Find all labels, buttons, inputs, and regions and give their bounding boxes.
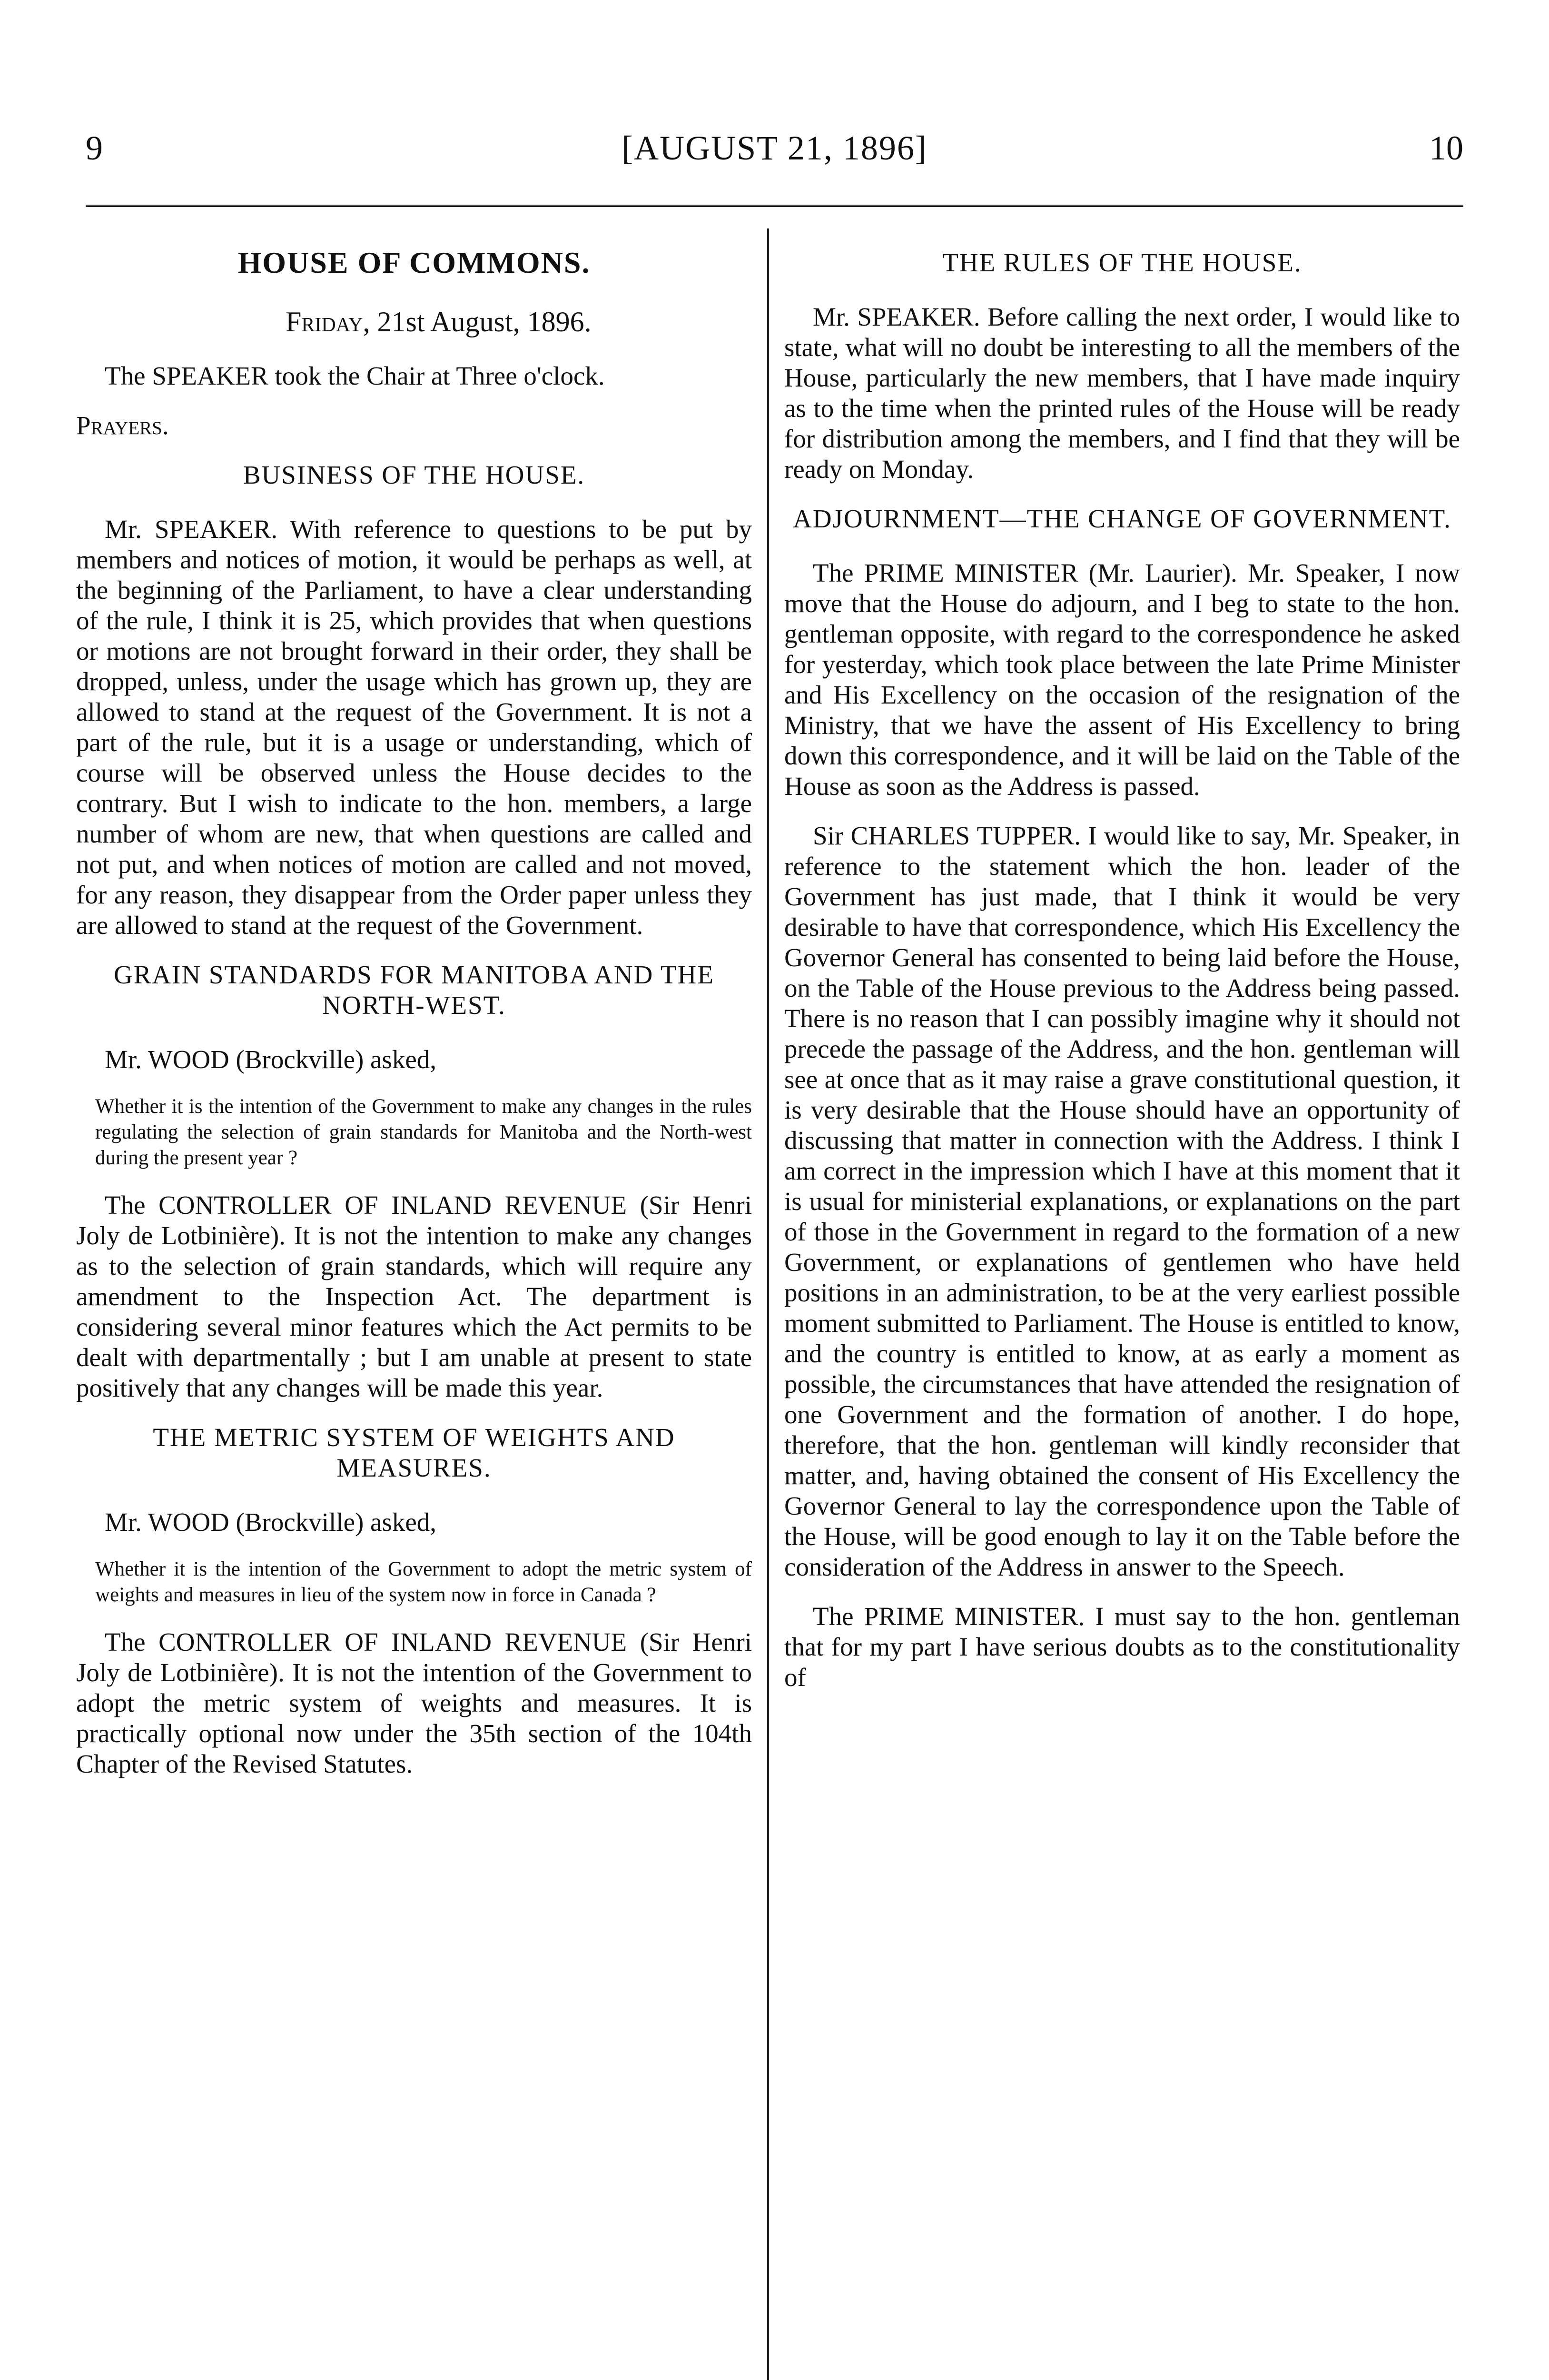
sitting-dateline [76, 307, 752, 337]
column-divider [767, 228, 769, 2380]
grain-heading: GRAIN STANDARDS FOR MANITOBA AND THE NORTH-WEST. [114, 960, 714, 1020]
prayers-label: Prayers. [76, 411, 169, 440]
business-paragraph: Mr. SPEAKER. With reference to questions to be put by members and notices of motion, it would be perhaps as well, at the beginning of the Parliament, to have a clear understanding of the rule, I think it is 25, which provides that when questions or motions are not brought forward in their order, they shall be dropped, unless, under the usage which has grown up, they are allowed to stand at the request of the Government. It is not a part of the rule, but it is a usage or understanding, which of course will be observed unless the House decides to the contrary. But I wish to indicate to the hon. members, a large number of whom are new, that when questions are called and not put, and when notices of motion are called and not moved, for any reason, they disappear from the Order paper unless they are allowed to stand at the request of the Government. [76, 515, 752, 940]
prime-minister-paragraph: The PRIME MINISTER. I must say to the hon. gentleman that for my part I have serious doubts as to the constitutionality of [784, 1602, 1460, 1692]
rules-heading: THE RULES OF THE HOUSE. [942, 248, 1302, 277]
page-number-left: 9 [86, 129, 103, 167]
adjournment-heading: ADJOURNMENT—THE CHANGE OF GOVERNMENT. [793, 504, 1451, 533]
grain-answer: The CONTROLLER OF INLAND REVENUE (Sir Henri Joly de Lotbinière). It is not the intention to make any changes as to the selection of grain standards, which will require any amendment to the Inspection Act. The department is considering several minor features which the Act permits to be dealt with departmentally ; but I am unable at present to state positively that any changes will be made this year. [76, 1190, 752, 1402]
house-title: HOUSE OF COMMONS. [237, 246, 591, 279]
dateline-day: Friday, [286, 306, 370, 337]
metric-answer: The CONTROLLER OF INLAND REVENUE (Sir Henri Joly de Lotbinière). It is not the intention of the Government to adopt the metric system of weights and measures. It is practically optional now under the 35th section of the 104th Chapter of the Revised Statutes. [76, 1627, 752, 1778]
speaker-chair-text: The SPEAKER took the Chair at Three o'clock. [105, 361, 605, 390]
page-date: [AUGUST 21, 1896] [622, 129, 927, 167]
metric-heading: THE METRIC SYSTEM OF WEIGHTS AND MEASURES. [153, 1423, 675, 1482]
rules-paragraph: Mr. SPEAKER. Before calling the next order, I would like to state, what will no doubt be interesting to all the members of the House, particularly the new members, that I have made inquiry as to the time when the printed rules of the House will be ready for distribution among the members, and I find that they will be ready on Monday. [784, 302, 1460, 484]
adjournment-paragraph: The PRIME MINISTER (Mr. Laurier). Mr. Speaker, I now move that the House do adjourn, and I beg to state to the hon. gentleman opposite, with regard to the correspondence he asked for yesterday, which took place between the late Prime Minister and His Excellency on the occasion of the resignation of the Ministry, that we have the assent of His Excellency to bring down this correspondence, and it will be laid on the Table of the House as soon as the Address is passed. [784, 558, 1460, 801]
grain-question: Whether it is the intention of the Government to make any changes in the rules regulating the selection of grain standards for Manitoba and the North-west during the present year ? [95, 1095, 752, 1169]
metric-question: Whether it is the intention of the Government to adopt the metric system of weights and measures in lieu of the system now in force in Canada ? [95, 1558, 752, 1606]
page-number-right: 10 [1429, 129, 1463, 167]
tupper-paragraph: Sir CHARLES TUPPER. I would like to say, Mr. Speaker, in reference to the statement which the hon. leader of the Government has just made, that I think it would be very desirable to have that correspondence, which His Excellency the Governor General has consented to being laid before the House, on the Table of the House previous to the Address being passed. There is no reason that I can possibly imagine why it should not precede the passage of the Address, and the hon. gentleman will see at once that as it may raise a grave constitutional question, it is very desirable that the House should have an opportunity of discussing that matter in connection with the Address. I think I am correct in the impression which I have at this moment that it is usual for ministerial explanations, or explanations on the part of those in the Government in regard to the formation of a new Government, or explanations of gentlemen who have held positions in an administration, to be at the very earliest possible moment submitted to Parliament. The House is entitled to know, and the country is entitled to know, at as early a moment as possible, the circumstances that have attended the resignation of one Government and the formation of another. I do hope, therefore, that the hon. gentleman will kindly reconsider that matter, and, having obtained the consent of His Excellency the Governor General to lay the correspondence upon the Table of the House, will be good enough to lay it on the Table before the consideration of the Address in answer to the Speech. [784, 821, 1460, 1581]
left-column [76, 238, 752, 1798]
business-heading: BUSINESS OF THE HOUSE. [243, 460, 585, 489]
dateline-rest: 21st August, 1896. [370, 306, 592, 337]
header-rule [86, 205, 1463, 207]
page-header [86, 129, 1463, 181]
right-column [784, 238, 1460, 1712]
metric-asked: Mr. WOOD (Brockville) asked, [105, 1507, 437, 1537]
grain-asked: Mr. WOOD (Brockville) asked, [105, 1045, 437, 1074]
